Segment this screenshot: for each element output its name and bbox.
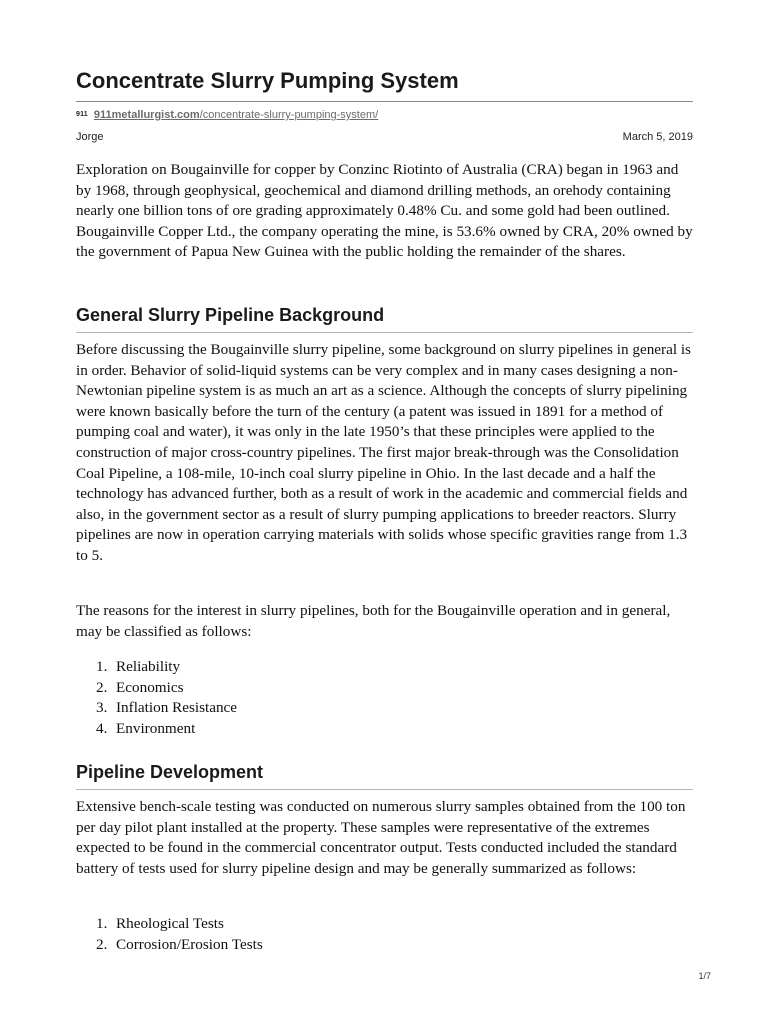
development-paragraph: Extensive bench-scale testing was conducted on numerous slurry samples obtained from the 100 ton per day pilot plant installed at the property. These samples were representative of the extremes expected to be found in the commercial concentrator output. Tests conducted included the standard battery of tests used for slurry pipeline design and may be generally summarized as follows: [76,798,686,877]
list-item: 3. Inflation Resistance [96,699,238,717]
site-logo: 911 [76,111,88,118]
tests-list [76,914,676,955]
list-item: 2. Economics [96,678,184,696]
section-heading-development: Pipeline Development [76,762,264,782]
intro-paragraph: Exploration on Bougainville for copper by Conzinc Riotinto of Australia (CRA) began in 1963 and by 1968, through geophysical, geochemical and diamond drilling methods, an orehody containing nearly one billion tons of ore grading approximately 0.48% Cu. and some gold had been outlined. Bougainville Copper Ltd., the company operating the mine, is 53.6% owned by CRA, 20% owned by the government of Papua New Guinea with the public holding the remainder of the shares. [76,161,693,261]
source-link-domain[interactable]: 911metallurgist.com [93,109,200,121]
title-divider [76,101,693,102]
list-item: 2. Corrosion/Erosion Tests [96,935,263,953]
source-link-path[interactable]: /concentrate-slurry-pumping-system/ [199,109,379,121]
section-divider [76,789,693,790]
author: Jorge [76,131,104,143]
meta-line [76,130,693,144]
page-number: 1/7 [698,971,711,981]
page-title: Concentrate Slurry Pumping System [76,68,459,93]
source-line [76,108,378,122]
reasons-paragraph: The reasons for the interest in slurry pipelines, both for the Bougainville operation and in general, may be classified as follows: [76,602,671,640]
section-heading-background: General Slurry Pipeline Background [76,305,385,325]
reasons-list [76,657,676,739]
background-paragraph: Before discussing the Bougainville slurry pipeline, some background on slurry pipelines in general is in order. Behavior of solid-liquid systems can be very complex and in many cases designing a non-Newtonian pipeline system is as much an art as a science. Although the concepts of slurry pipelining were known basically before the turn of the century (a patent was issued in 1891 for a method of pumping coal and water), it was only in the late 1950’s that these principles were applied to the construction of major cross-country pipelines. The first major break-through was the Consolidation Coal Pipeline, a 108-mile, 10-inch coal slurry pipeline in Ohio. In the last decade and a half the technology has advanced further, both as a result of work in the academic and commercial fields and also, in the government sector as a result of slurry pumping applications to breeder reactors. Slurry pipelines are now in operation carrying materials with solids whose specific gravities range from 1.3 to 5. [76,341,691,564]
source-link[interactable] [94,108,378,122]
publish-date: March 5, 2019 [622,131,693,143]
list-item: 1. Reliability [96,658,181,675]
list-item: 1. Rheological Tests [96,915,224,932]
list-item: 4. Environment [96,719,196,737]
section-divider [76,332,693,333]
